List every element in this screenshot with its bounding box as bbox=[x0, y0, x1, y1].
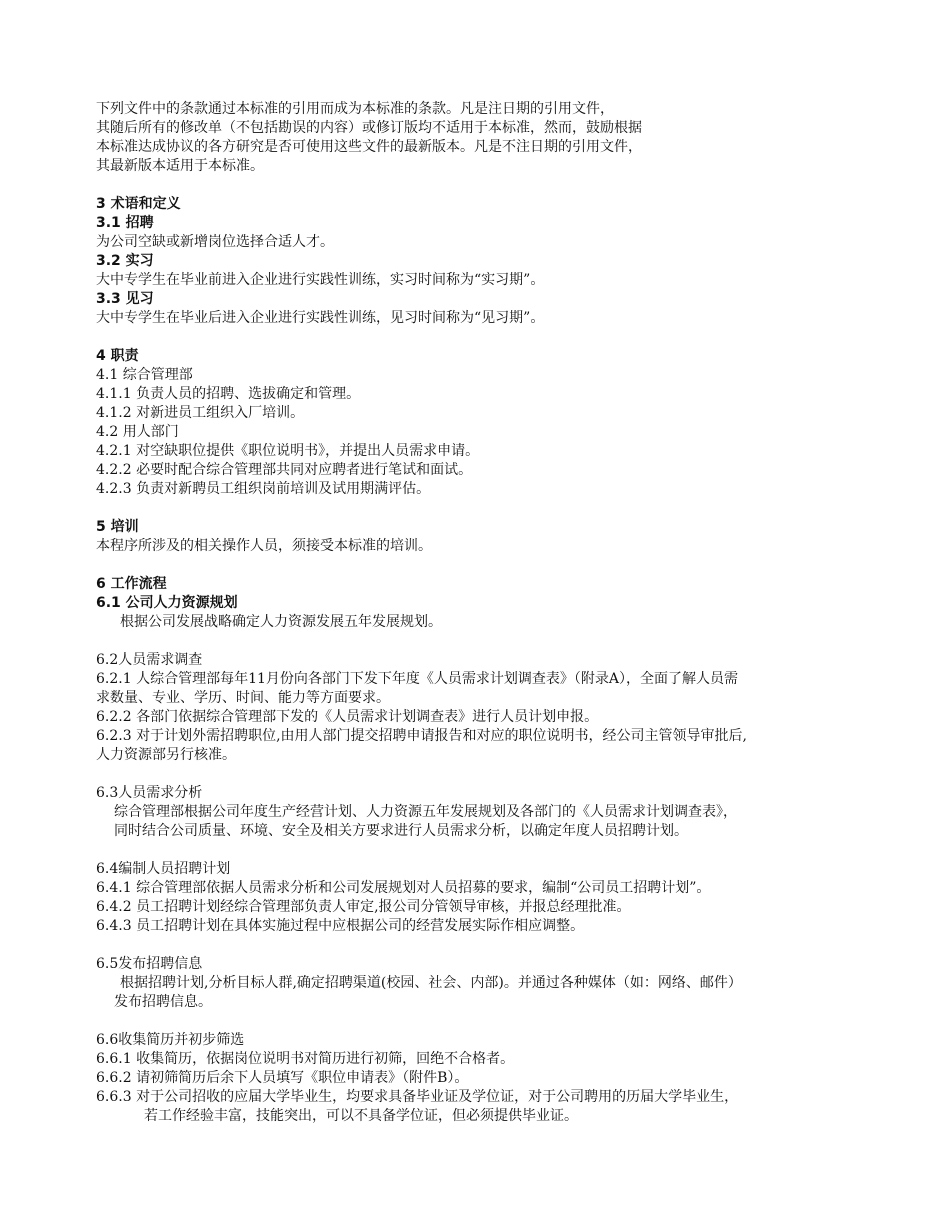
spacer bbox=[96, 765, 886, 784]
section-5-title: 5 培训 bbox=[96, 519, 139, 535]
section-6-1-text: 根据公司发展战略确定人力资源发展五年发展规划。 bbox=[120, 614, 442, 630]
section-4-2-3: 4.2.3 负责对新聘员工组织岗前培训及试用期满评估。 bbox=[96, 481, 431, 497]
spacer bbox=[96, 556, 886, 575]
intro-line-3: 本标准达成协议的各方研究是否可使用这些文件的最新版本。凡是不注日期的引用文件， bbox=[96, 139, 642, 155]
section-6-6-3-a: 6.6.3 对于公司招收的应届大学毕业生，均要求具备毕业证及学位证，对于公司聘用的历届大学毕业生， bbox=[96, 1089, 739, 1105]
section-6-2-1-b: 求数量、专业、学历、时间、能力等方面要求。 bbox=[96, 690, 390, 706]
section-4-1: 4.1 综合管理部 bbox=[96, 367, 193, 383]
section-6-4-3: 6.4.3 员工招聘计划在具体实施过程中应根据公司的经营发展实际作相应调整。 bbox=[96, 918, 585, 934]
section-6-2-3-b: 人力资源部另行核准。 bbox=[96, 747, 236, 763]
section-6-5-text-b: 发布招聘信息。 bbox=[114, 994, 212, 1010]
intro-line-2-b: 修改单 bbox=[180, 120, 222, 136]
spacer bbox=[96, 632, 886, 651]
section-6-2-2: 6.2.2 各部门依据综合管理部下发的《人员需求计划调查表》进行人员计划申报。 bbox=[96, 709, 599, 725]
section-4-1-2: 4.1.2 对新进员工组织入厂培训。 bbox=[96, 405, 305, 421]
section-4-2-1: 4.2.1 对空缺职位提供《职位说明书》，并提出人员需求申请。 bbox=[96, 443, 480, 459]
spacer bbox=[96, 936, 886, 955]
section-6-6-3-b: 若工作经验丰富，技能突出，可以不具备学位证，但必须提供毕业证。 bbox=[144, 1108, 578, 1124]
section-4-1-1: 4.1.1 负责人员的招聘、选拔确定和管理。 bbox=[96, 386, 361, 402]
section-3-2-text: 大中专学生在毕业前进入企业进行实践性训练，实习时间称为“实习期”。 bbox=[96, 272, 545, 288]
intro-line-2-e: 均不适用于本标准，然而，鼓励根据 bbox=[418, 120, 642, 136]
section-6-2-title: 6.2人员需求调查 bbox=[96, 652, 203, 668]
intro-line-2-a: 其随后所有的 bbox=[96, 120, 180, 136]
section-6-4-title: 6.4编制人员招聘计划 bbox=[96, 861, 231, 877]
intro-line-2-c: （不包括勘误的内容） bbox=[222, 120, 362, 136]
intro-line-4: 其最新版本适用于本标准。 bbox=[96, 158, 264, 174]
intro-line-2-d: 或修订版 bbox=[362, 120, 418, 136]
section-6-6-title: 6.6收集简历并初步筛选 bbox=[96, 1032, 245, 1048]
section-6-5-text-a: 根据招聘计划,分析目标人群,确定招聘渠道(校园、社会、内部)。并通过各种媒体（如：网络、邮件） bbox=[120, 975, 742, 991]
spacer bbox=[96, 328, 886, 347]
intro-line-1: 下列文件中的条款通过本标准的引用而成为本标准的条款。凡是注日期的引用文件， bbox=[96, 101, 614, 117]
section-6-3-text-a: 综合管理部根据公司年度生产经营计划、人力资源五年发展规划及各部门的《人员需求计划调查表》， bbox=[114, 804, 737, 820]
section-3-2-title: 3.2 实习 bbox=[96, 253, 154, 269]
spacer bbox=[96, 1012, 886, 1031]
section-6-6-1: 6.6.1 收集简历，依据岗位说明书对简历进行初筛，回绝不合格者。 bbox=[96, 1051, 515, 1067]
section-6-3-text-b: 同时结合公司质量、环境、安全及相关方要求进行人员需求分析，以确定年度人员招聘计划。 bbox=[114, 823, 688, 839]
spacer bbox=[96, 841, 886, 860]
section-3-title: 3 术语和定义 bbox=[96, 196, 181, 212]
section-4-title: 4 职责 bbox=[96, 348, 139, 364]
section-6-2-3-a: 6.2.3 对于计划外需招聘职位,由用人部门提交招聘申请报告和对应的职位说明书，经公司主管领导审批后, bbox=[96, 728, 747, 744]
section-6-4-1: 6.4.1 综合管理部依据人员需求分析和公司发展规划对人员招募的要求，编制“公司员工招聘计划”。 bbox=[96, 880, 711, 896]
document-page bbox=[96, 100, 886, 1126]
section-6-4-2: 6.4.2 员工招聘计划经综合管理部负责人审定,报公司分管领导审核，并报总经理批准。 bbox=[96, 899, 631, 915]
section-3-1-text: 为公司空缺或新增岗位选择合适人才。 bbox=[96, 234, 334, 250]
section-3-3-title: 3.3 见习 bbox=[96, 291, 154, 307]
section-6-6-2: 6.6.2 请初筛简历后余下人员填写《职位申请表》（附件B）。 bbox=[96, 1070, 469, 1086]
intro-line-2 bbox=[96, 119, 886, 138]
section-6-3-title: 6.3人员需求分析 bbox=[96, 785, 203, 801]
section-4-2: 4.2 用人部门 bbox=[96, 424, 179, 440]
section-6-title: 6 工作流程 bbox=[96, 576, 167, 592]
spacer bbox=[96, 499, 886, 518]
section-6-5-title: 6.5发布招聘信息 bbox=[96, 956, 203, 972]
section-6-1-title: 6.1 公司人力资源规划 bbox=[96, 595, 238, 611]
overprint-revision bbox=[180, 119, 222, 138]
section-4-2-2: 4.2.2 必要时配合综合管理部共同对应聘者进行笔试和面试。 bbox=[96, 462, 473, 478]
spacer bbox=[96, 176, 886, 195]
section-5-text: 本程序所涉及的相关操作人员，须接受本标准的培训。 bbox=[96, 538, 432, 554]
section-3-1-title: 3.1 招聘 bbox=[96, 215, 154, 231]
section-3-3-text: 大中专学生在毕业后进入企业进行实践性训练，见习时间称为“见习期”。 bbox=[96, 310, 545, 326]
section-6-2-1-a: 6.2.1 人综合管理部每年11月份向各部门下发下年度《人员需求计划调查表》（附录A），全面了解人员需 bbox=[96, 671, 738, 687]
